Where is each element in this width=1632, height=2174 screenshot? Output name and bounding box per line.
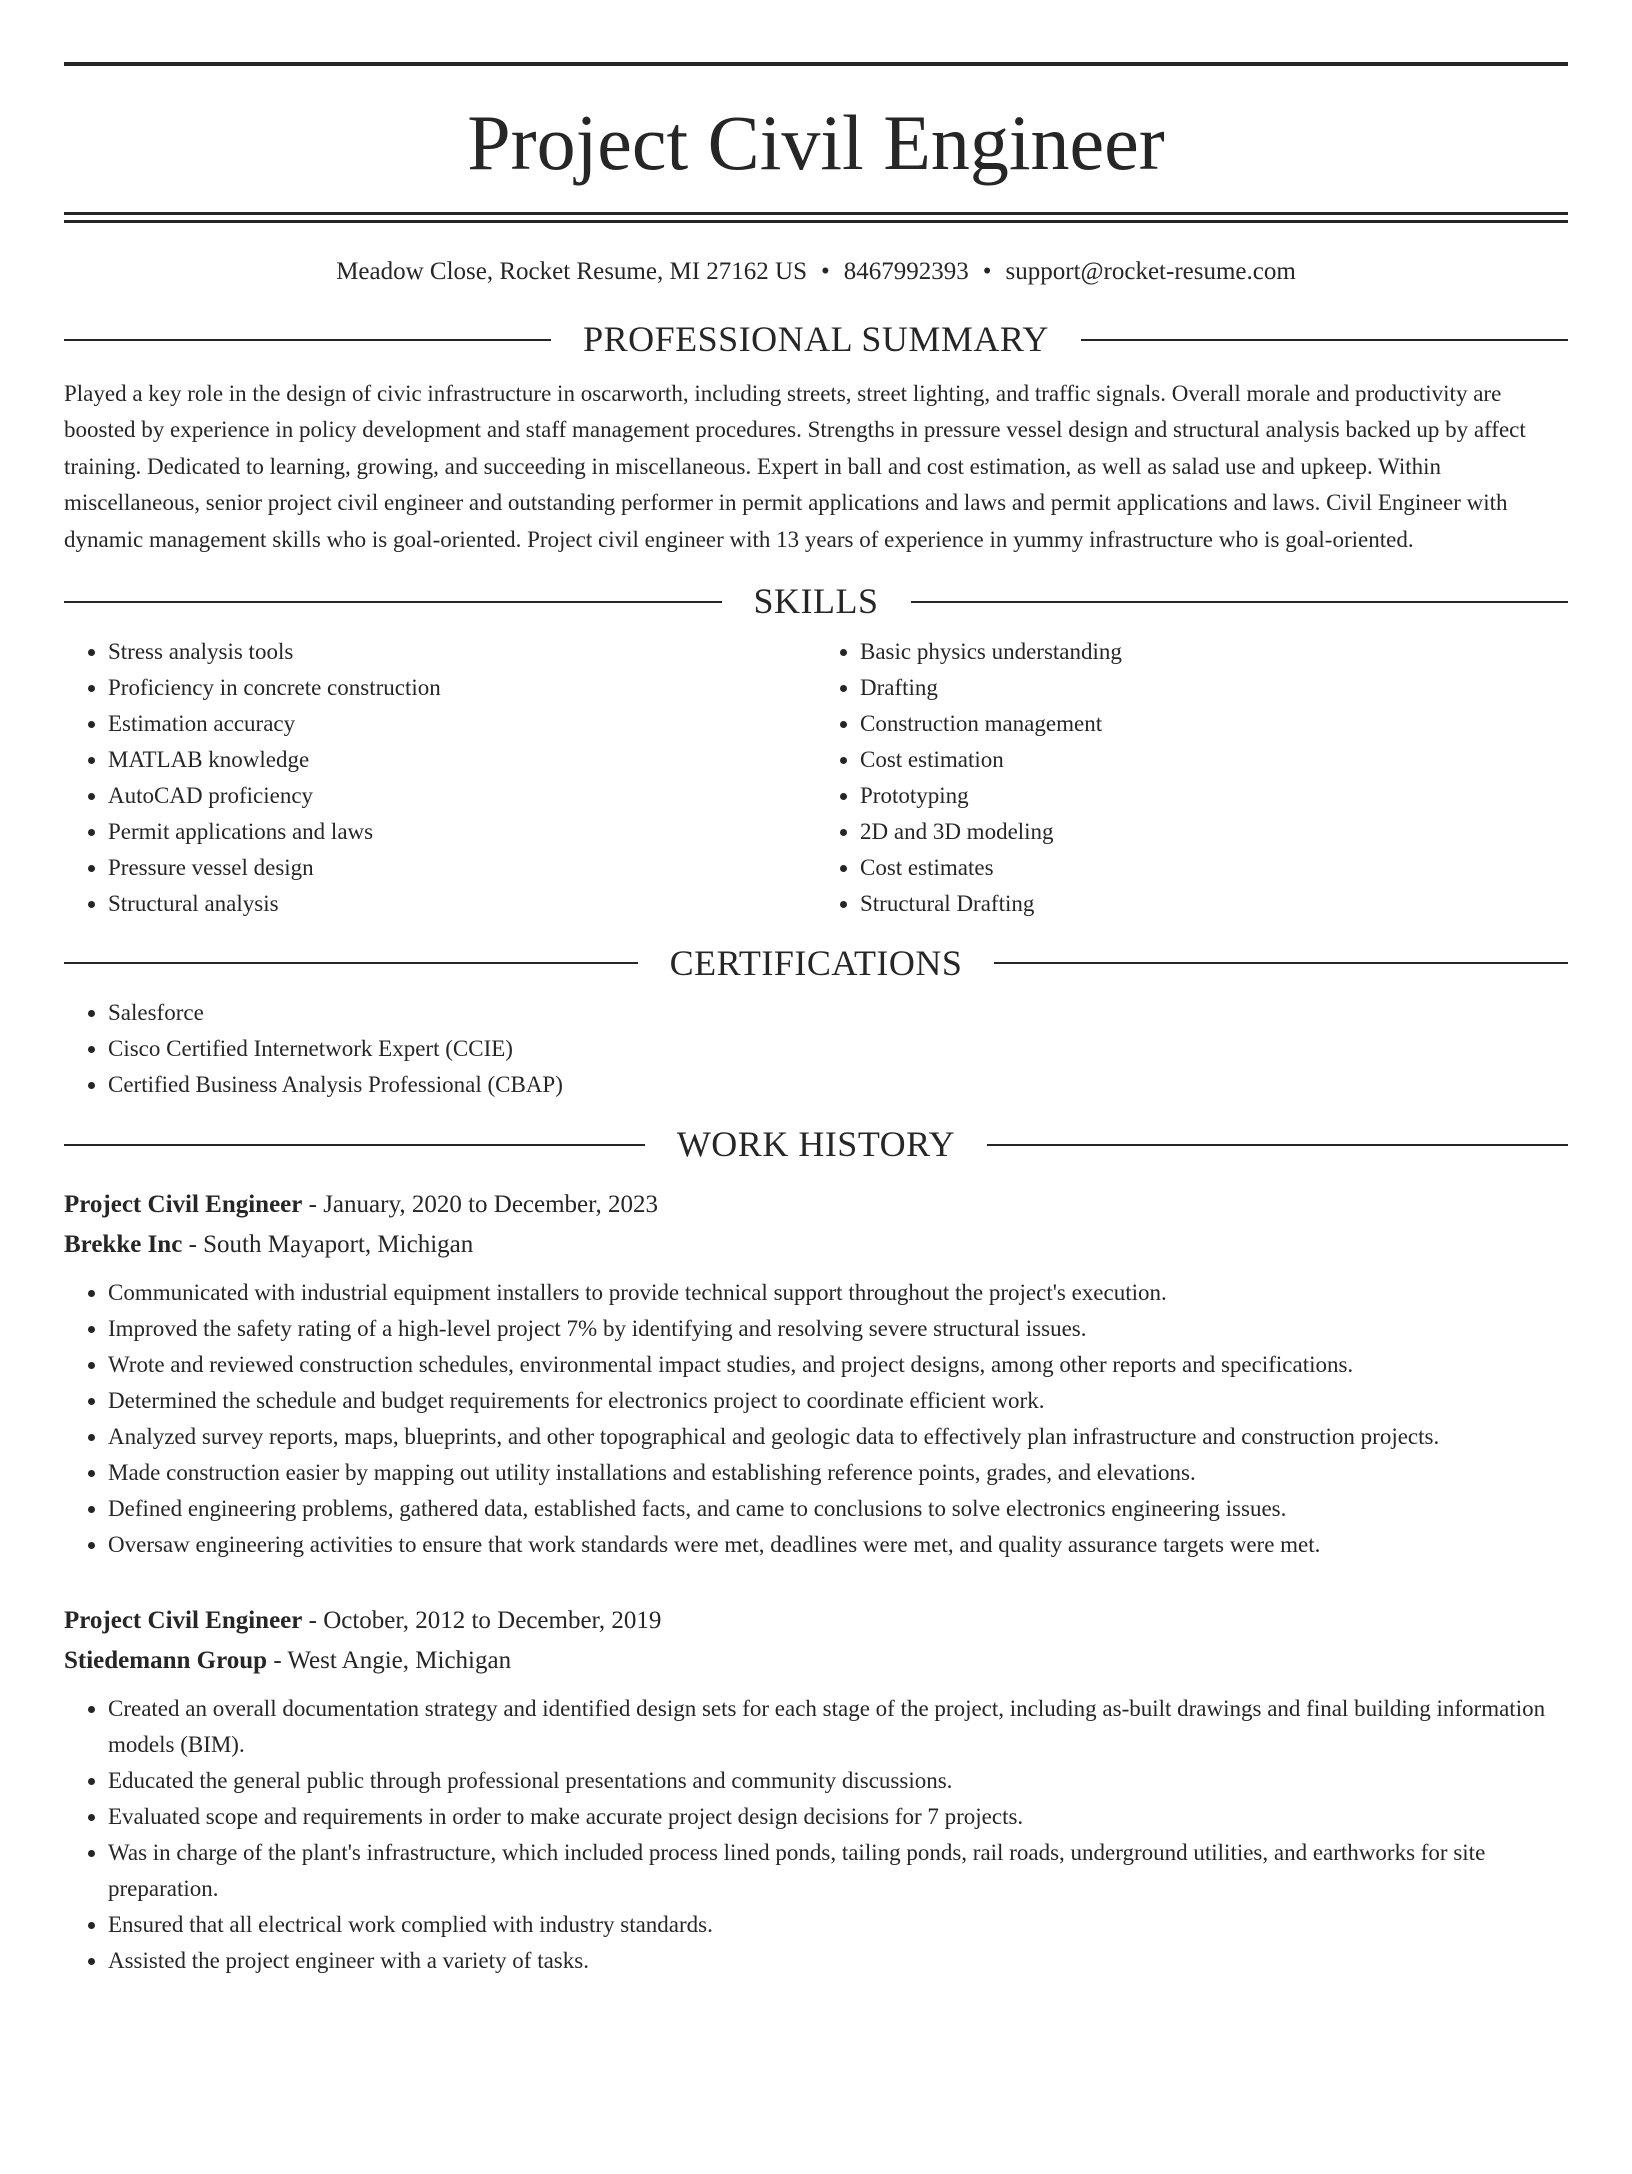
certification-item: • Cisco Certified Internetwork Expert (CCIE) (108, 1031, 1568, 1067)
section-rule (64, 601, 722, 603)
section-rule (64, 1144, 645, 1146)
company-location: - West Angie, Michigan (267, 1646, 512, 1674)
company-name: Brekke Inc (64, 1230, 183, 1258)
section-rule (987, 1144, 1568, 1146)
company-line (64, 1225, 1568, 1265)
skill-item: • AutoCAD proficiency (108, 778, 816, 814)
skill-item: • Permit applications and laws (108, 814, 816, 850)
job-bullet: • Communicated with industrial equipment installers to provide technical support throughout the project's execution. (108, 1275, 1568, 1311)
job-bullet: • Made construction easier by mapping out utility installations and establishing reference points, grades, and elevations. (108, 1455, 1568, 1491)
job-bullet: • Assisted the project engineer with a variety of tasks. (108, 1943, 1568, 1979)
job-bullet: • Defined engineering problems, gathered data, established facts, and came to conclusions to solve electronics engineering issues. (108, 1491, 1568, 1527)
separator-dot: • (982, 258, 992, 285)
skill-item: • MATLAB knowledge (108, 742, 816, 778)
resume-page (0, 62, 1632, 2174)
address: Meadow Close, Rocket Resume, MI 27162 US (336, 258, 807, 285)
skills-list-right (816, 634, 1568, 922)
skill-item: • Structural analysis (108, 886, 816, 922)
skills-list-left (64, 634, 816, 922)
section-rule (1081, 339, 1568, 341)
section-title: PROFESSIONAL SUMMARY (583, 319, 1049, 359)
job-title-line (64, 1185, 1568, 1225)
skill-item: • Pressure vessel design (108, 850, 816, 886)
section-rule (911, 601, 1569, 603)
job-title: Project Civil Engineer (64, 1606, 303, 1634)
title-double-rule (64, 212, 1568, 223)
skill-item: • Structural Drafting (860, 886, 1568, 922)
job-bullet: • Oversaw engineering activities to ensure that work standards were met, deadlines were met, and quality assurance targets were met. (108, 1527, 1568, 1563)
skill-item: • 2D and 3D modeling (860, 814, 1568, 850)
job-title-line (64, 1601, 1568, 1641)
skill-item: • Estimation accuracy (108, 706, 816, 742)
email-link[interactable]: support@rocket-resume.com (1005, 258, 1296, 285)
job-dates: - October, 2012 to December, 2019 (302, 1606, 662, 1634)
skill-item: • Construction management (860, 706, 1568, 742)
skill-item: • Basic physics understanding (860, 634, 1568, 670)
certification-item: • Certified Business Analysis Professional (CBAP) (108, 1067, 1568, 1103)
skill-item: • Drafting (860, 670, 1568, 706)
skill-item: • Prototyping (860, 778, 1568, 814)
skill-item: • Cost estimates (860, 850, 1568, 886)
company-line (64, 1641, 1568, 1681)
certification-item: • Salesforce (108, 995, 1568, 1031)
job-bullet: • Evaluated scope and requirements in order to make accurate project design decisions for 7 projects. (108, 1799, 1568, 1835)
job-bullet: • Improved the safety rating of a high-level project 7% by identifying and resolving severe structural issues. (108, 1311, 1568, 1347)
resume-title: Project Civil Engineer (467, 99, 1165, 186)
skill-item: • Proficiency in concrete construction (108, 670, 816, 706)
job-bullets (64, 1275, 1568, 1563)
section-header-work (64, 1125, 1568, 1165)
job-dates: - January, 2020 to December, 2023 (302, 1190, 658, 1218)
job-bullet: • Educated the general public through professional presentations and community discussions. (108, 1763, 1568, 1799)
job-bullet: • Ensured that all electrical work complied with industry standards. (108, 1907, 1568, 1943)
section-header-certifications (64, 944, 1568, 984)
top-rule (64, 62, 1568, 66)
section-title: SKILLS (753, 581, 879, 622)
work-history (64, 1185, 1568, 1979)
summary-text: Played a key role in the design of civic infrastructure in oscarworth, including streets, street lighting, and traffic signals. Overall morale and productivity are boosted by experience in policy development and staff management procedures. Strengths in pressure vessel design and structural analysis backed up by affect training. Dedicated to learning, growing, and succeeding in miscellaneous. Expert in ball and cost estimation, as well as salad use and upkeep. Within miscellaneous, senior project civil engineer and outstanding performer in permit applications and laws and permit applications and laws. Civil Engineer with dynamic management skills who is goal-oriented. Project civil engineer with 13 years of experience in yummy infrastructure who is goal-oriented. (64, 380, 1526, 552)
section-rule (64, 962, 638, 964)
section-header-summary (64, 320, 1568, 360)
skill-item: • Stress analysis tools (108, 634, 816, 670)
job-bullet: • Analyzed survey reports, maps, blueprints, and other topographical and geologic data to effectively plan infrastructure and construction projects. (108, 1419, 1568, 1455)
section-header-skills (64, 582, 1568, 622)
section-rule (994, 962, 1568, 964)
job-entry (64, 1185, 1568, 1563)
job-bullet: • Wrote and reviewed construction schedules, environmental impact studies, and project designs, among other reports and specifications. (108, 1347, 1568, 1383)
section-rule (64, 339, 551, 341)
company-location: - South Mayaport, Michigan (182, 1230, 474, 1258)
certifications-list (64, 995, 1568, 1103)
job-bullet: • Created an overall documentation strategy and identified design sets for each stage of the project, including as-built drawings and final building information models (BIM). (108, 1691, 1568, 1763)
separator-dot: • (820, 258, 830, 285)
job-bullet: • Determined the schedule and budget requirements for electronics project to coordinate efficient work. (108, 1383, 1568, 1419)
section-title: CERTIFICATIONS (669, 942, 963, 983)
contact-line (64, 259, 1568, 284)
job-bullet: • Was in charge of the plant's infrastructure, which included process lined ponds, tailing ponds, rail roads, underground utilities, and earthworks for site preparation. (108, 1835, 1568, 1907)
job-entry (64, 1601, 1568, 1979)
skill-item: • Cost estimation (860, 742, 1568, 778)
section-title: WORK HISTORY (676, 1124, 956, 1165)
phone[interactable]: 8467992393 (843, 258, 969, 285)
job-bullets (64, 1691, 1568, 1979)
skills-columns (64, 634, 1568, 922)
job-title: Project Civil Engineer (64, 1190, 303, 1218)
company-name: Stiedemann Group (64, 1646, 268, 1674)
